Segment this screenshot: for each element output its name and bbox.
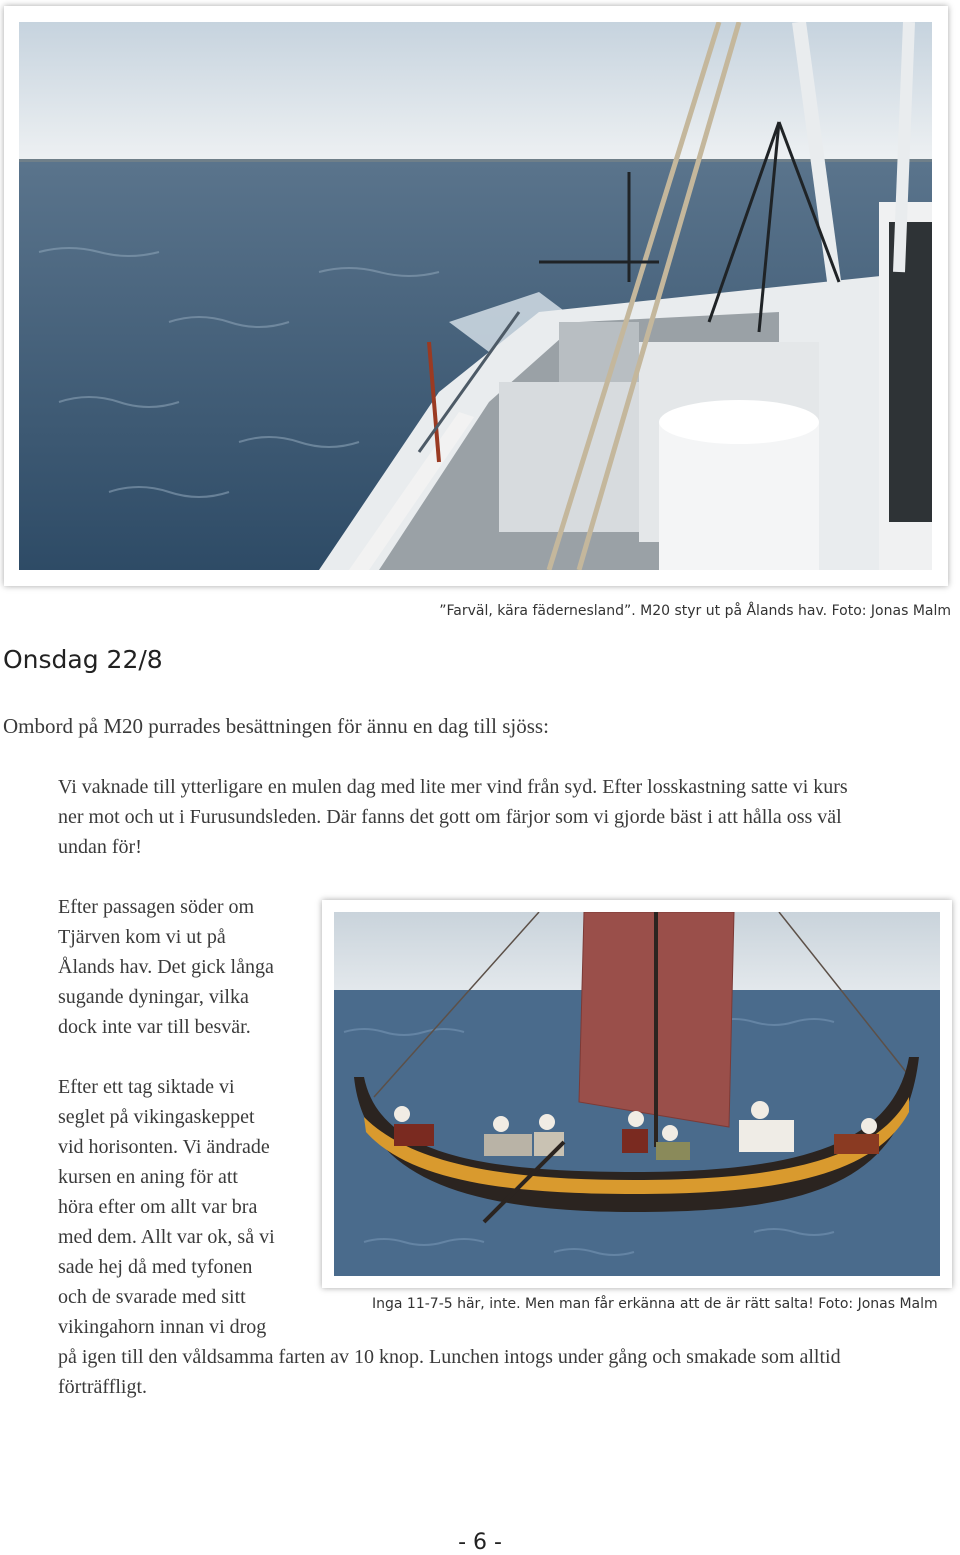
paragraph-line: sugande dyningar, vilka bbox=[58, 986, 249, 1008]
paragraph-line: vid horisonten. Vi ändrade bbox=[58, 1136, 270, 1158]
paragraph-line: Ålands hav. Det gick långa bbox=[58, 956, 274, 978]
paragraph-line: höra efter om allt var bra bbox=[58, 1196, 258, 1218]
paragraph-line: vikingahorn innan vi drog bbox=[58, 1316, 267, 1338]
paragraph-2 bbox=[58, 892, 318, 1042]
paragraph-line: Tjärven kom vi ut på bbox=[58, 926, 226, 948]
paragraph-line: Efter passagen söder om bbox=[58, 896, 255, 918]
paragraph-line: Efter ett tag siktade vi bbox=[58, 1076, 235, 1098]
viking-boat-illustration bbox=[334, 912, 940, 1276]
paragraph-3 bbox=[58, 1072, 323, 1342]
intro-text: Ombord på M20 purrades besättningen för ännu en dag till sjöss: bbox=[3, 714, 549, 738]
paragraph-line: med dem. Allt var ok, så vi bbox=[58, 1226, 275, 1248]
paragraph-line: seglet på vikingaskeppet bbox=[58, 1106, 255, 1128]
paragraph-line: ner mot och ut i Furusundsleden. Där fanns det gott om färjor som vi gjorde bäst i att hålla oss väl bbox=[58, 806, 842, 828]
paragraph-1 bbox=[58, 772, 958, 862]
paragraph-line: förträffligt. bbox=[58, 1376, 148, 1398]
paragraph-line: kursen en aning för att bbox=[58, 1166, 238, 1188]
ship-deck-photo bbox=[19, 22, 932, 570]
paragraph-line: och de svarade med sitt bbox=[58, 1286, 246, 1308]
viking-boat-photo bbox=[334, 912, 940, 1276]
page-number: - 6 - bbox=[458, 1530, 502, 1555]
paragraph-line: sade hej då med tyfonen bbox=[58, 1256, 253, 1278]
photo-caption-boat: Inga 11-7-5 här, inte. Men man får erkänna att de är rätt salta! Foto: Jonas Malm bbox=[372, 1296, 938, 1312]
paragraph-line: på igen till den våldsamma farten av 10 knop. Lunchen intogs under gång och smakade som alltid bbox=[58, 1346, 841, 1368]
photo-caption-top: ”Farväl, kära fädernesland”. M20 styr ut på Ålands hav. Foto: Jonas Malm bbox=[439, 603, 951, 619]
paragraph-line: Vi vaknade till ytterligare en mulen dag med lite mer vind från syd. Efter losskastning satte vi kurs bbox=[58, 776, 848, 798]
ship-deck-illustration bbox=[19, 22, 932, 570]
day-heading: Onsdag 22/8 bbox=[3, 645, 163, 674]
paragraph-line: dock inte var till besvär. bbox=[58, 1016, 251, 1038]
paragraph-3-continued bbox=[58, 1342, 958, 1402]
paragraph-line: undan för! bbox=[58, 836, 142, 858]
